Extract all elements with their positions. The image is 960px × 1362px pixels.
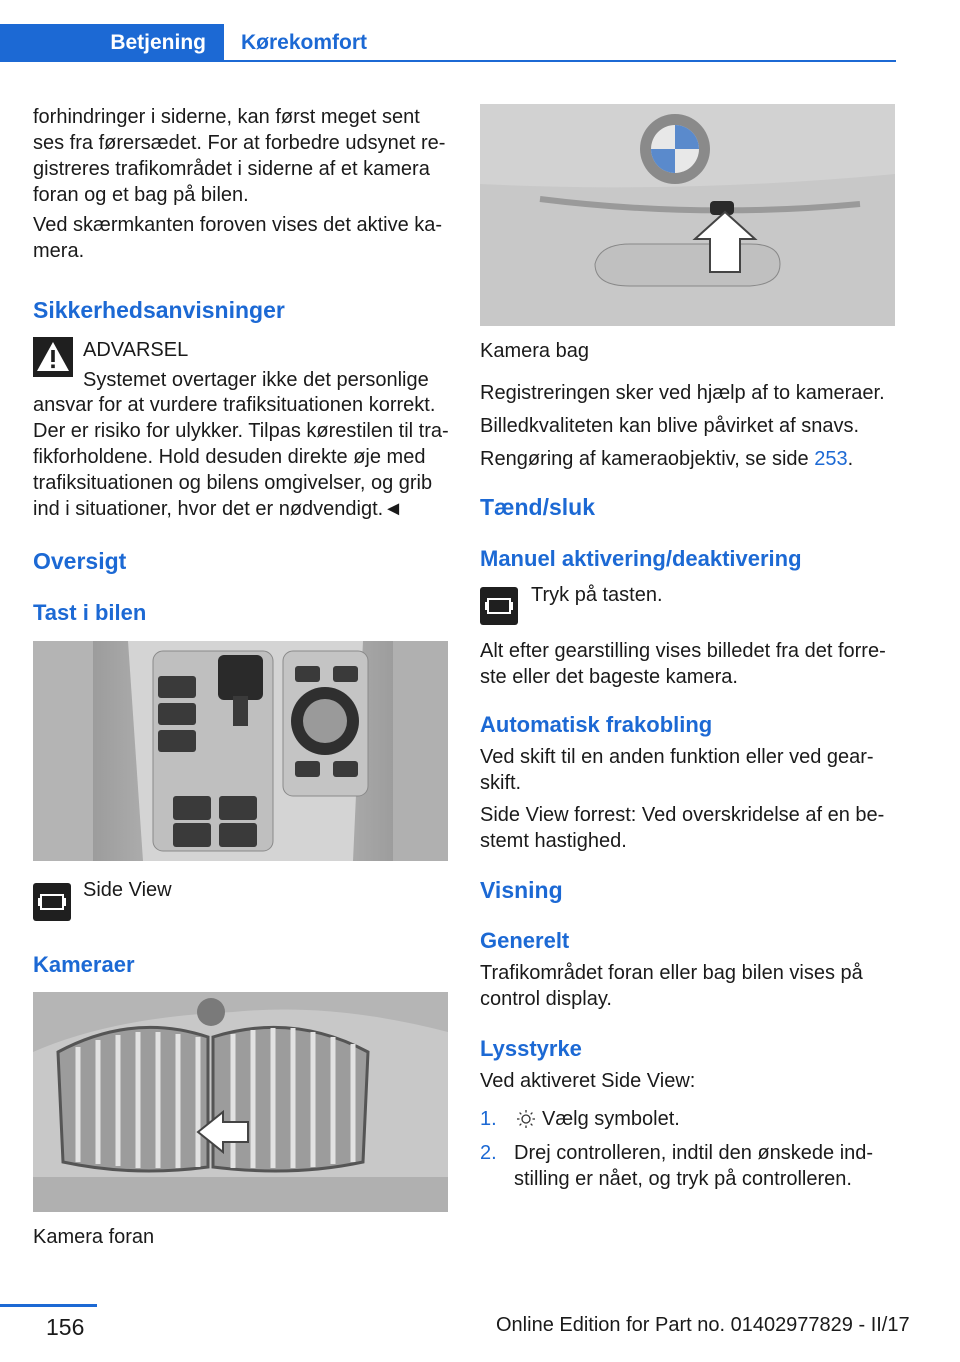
header-divider: [0, 60, 896, 62]
tab-korekomfort[interactable]: Kørekomfort: [241, 30, 368, 54]
caption-front-camera: Kamera foran: [33, 1226, 155, 1248]
paragraph-general: Trafikområdet foran eller bag bilen vises på control display.: [480, 962, 863, 1010]
rear-camera-photo: [480, 104, 895, 326]
paragraph-dirt: Billedkvaliteten kan blive påvirket af snavs.: [480, 415, 860, 437]
step-1-text: Vælg symbolet.: [542, 1108, 680, 1130]
front-camera-photo: [33, 992, 448, 1212]
footer-accent-line: [0, 1304, 97, 1307]
paragraph-speed: Side View forrest: Ved overskridelse af en bestemt hastighed.: [480, 804, 885, 852]
heading-general: Generelt: [480, 928, 570, 953]
chapter-tabs: [0, 0, 896, 62]
intro-paragraph-1: forhindringer i siderne, kan først meget sent ses fra førersædet. For at forbedre udsynet registreres trafikområdet i siderne af et kamera foran og et bag på bilen.: [33, 106, 446, 206]
page-link-253[interactable]: 253: [814, 448, 848, 470]
caption-rear-camera: Kamera bag: [480, 340, 589, 362]
heading-display: Visning: [480, 877, 563, 903]
page-number: 156: [46, 1314, 85, 1340]
paragraph-auto-off: Ved skift til en anden funktion eller ved gearskift.: [480, 746, 874, 794]
step-1-number: 1.: [480, 1108, 497, 1130]
brightness-icon: [516, 1109, 536, 1129]
side-view-camera-icon: [33, 883, 71, 921]
heading-cameras: Kameraer: [33, 952, 135, 977]
paragraph-two-cameras: Registreringen sker ved hjælp af to kameraer.: [480, 382, 885, 404]
paragraph-cleaning: Rengøring af kameraobjektiv, se side 253.: [480, 448, 854, 470]
heading-auto-off: Automatisk frakobling: [480, 712, 713, 737]
paragraph-gear-position: Alt efter gearstilling vises billedet fra det forreste eller det bageste kamera.: [480, 640, 886, 688]
heading-brightness: Lysstyrke: [480, 1036, 582, 1061]
warning-text: ansvar for at vurdere trafiksituationen korrekt. Der er risiko for ulykker. Tilpas kørestilen til trafikforholdene. Hold desuden direkte øje med trafiksituationen og bilens omgivelser, og grib ind i situationer, hvor det er nødvendigt.◄: [33, 394, 449, 520]
step-2-text: Drej controlleren, indtil den ønskede indstilling er nået, og tryk på controlleren.: [514, 1142, 874, 1190]
heading-on-off: Tænd/sluk: [480, 494, 596, 520]
step-2-number: 2.: [480, 1142, 497, 1164]
warning-text-first: Systemet overtager ikke det personlige: [83, 369, 429, 391]
heading-button-in-car: Tast i bilen: [33, 600, 147, 625]
intro-paragraph-2: Ved skærmkanten foroven vises det aktive kamera.: [33, 214, 443, 262]
tab-betjening[interactable]: Betjening: [0, 24, 224, 61]
paragraph-side-view-active: Ved aktiveret Side View:: [480, 1070, 696, 1092]
warning-title: ADVARSEL: [83, 339, 189, 361]
console-button-photo: [33, 641, 448, 861]
heading-overview: Oversigt: [33, 548, 127, 574]
camera-button-icon: [480, 587, 518, 625]
warning-icon: [33, 337, 73, 377]
side-view-label: Side View: [83, 879, 172, 901]
heading-safety: Sikkerhedsanvisninger: [33, 297, 285, 323]
heading-manual-activation: Manuel aktivering/deaktivering: [480, 546, 802, 571]
edition-note: Online Edition for Part no. 01402977829 - II/17: [496, 1314, 910, 1336]
press-button-text: Tryk på tasten.: [531, 584, 663, 606]
